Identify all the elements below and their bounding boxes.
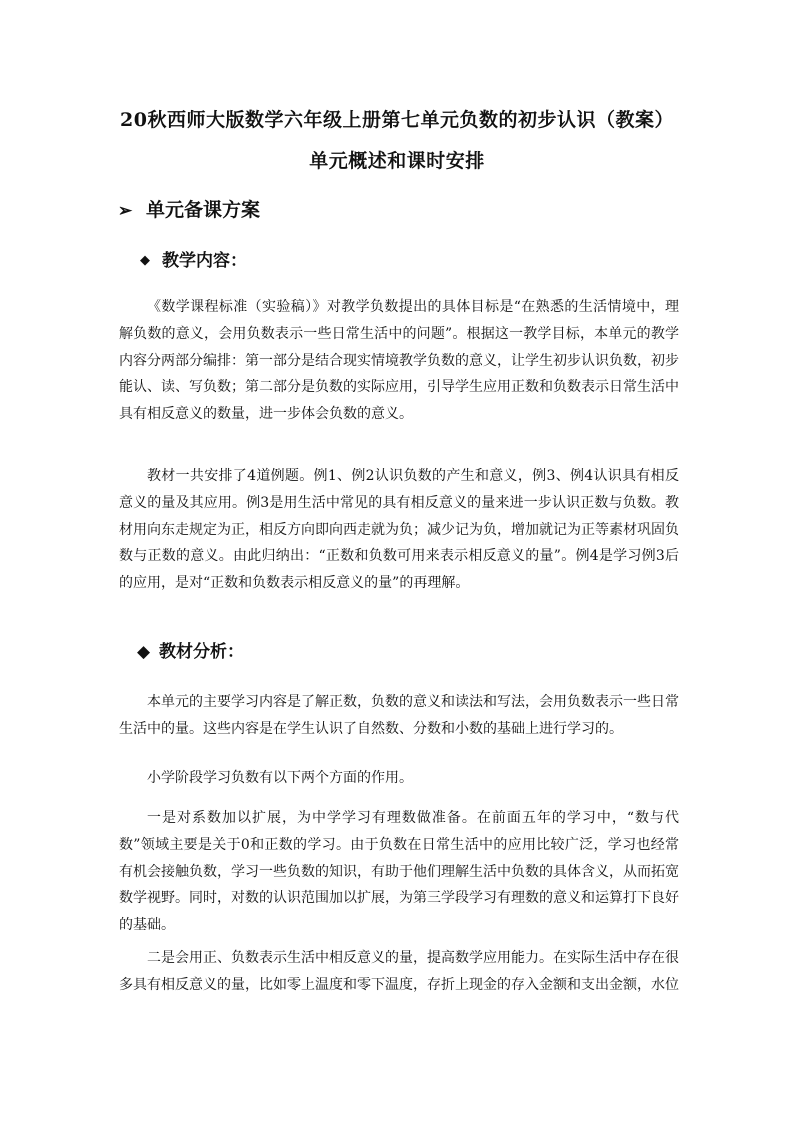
arrow-bullet-icon: ➢ xyxy=(118,201,133,221)
section-heading xyxy=(118,195,260,222)
paragraph: 教材一共安排了4道例题。例1、例2认识负数的产生和意义，例3、例4认识具有相反意义的量及其应用。例3是用生活中常见的具有相反意义的量来进一步认识正数与负数。教材用向东走规定为正，相反方向即向西走就为负；减少记为负，增加就记为正等素材巩固负数与正数的意义。由此归纳出：“正数和负数可用来表示相反意义的量”。例4是学习例3后的应用，是对“正数和负数表示相反意义的量”的再理解。 xyxy=(119,468,679,592)
paragraph: 本单元的主要学习内容是了解正数，负数的意义和读法和写法，会用负数表示一些日常生活中的量。这些内容是在学生认识了自然数、分数和小数的基础上进行学习的。 xyxy=(119,694,679,737)
subsection-heading-text: 教材分析： xyxy=(159,642,244,662)
subsection-heading-teaching-content xyxy=(140,246,247,271)
paragraph: 小学阶段学习负数有以下两个方面的作用。 xyxy=(147,770,413,786)
paragraph: 《数学课程标准（实验稿）》对教学负数提出的具体目标是“在熟悉的生活情境中，理解负数的意义，会用负数表示一些日常生活中的问题”。根据这一教学目标，本单元的教学内容分两部分编排：第一部分是结合现实情境教学负数的意义，让学生初步认识负数，初步能认、读、写负数；第二部分是负数的实际应用，引导学生应用正数和负数表示日常生活中具有相反意义的数量，进一步体会负数的意义。 xyxy=(119,299,679,423)
subsection-heading-text: 教学内容： xyxy=(162,251,247,271)
diamond-bullet-icon: ◆ xyxy=(137,642,151,662)
document-title: 20秋西师大版数学六年级上册第七单元负数的初步认识（教案） xyxy=(120,109,674,131)
paragraph: 一是对系数加以扩展，为中学学习有理数做准备。在前面五年的学习中，“数与代数”领域主要是关于0和正数的学习。由于负数在日常生活中的应用比较广泛，学习也经常有机会接触负数，学习一些负数的知识，有助于他们理解生活中负数的具体含义，从而拓宽数学视野。同时，对数的认识范围加以扩展，为第三学段学习有理数的意义和运算打下良好的基础。 xyxy=(119,810,679,934)
document-subtitle: 单元概述和课时安排 xyxy=(309,150,485,172)
section-heading-text: 单元备课方案 xyxy=(146,199,261,221)
subsection-heading-textbook-analysis xyxy=(137,637,244,662)
diamond-bullet-icon: ◆ xyxy=(140,253,150,268)
paragraph: 二是会用正、负数表示生活中相反意义的量，提高数学应用能力。在实际生活中存在很多具有相反意义的量，比如零上温度和零下温度，存折上现金的存入金额和支出金额，水位 xyxy=(119,950,679,993)
